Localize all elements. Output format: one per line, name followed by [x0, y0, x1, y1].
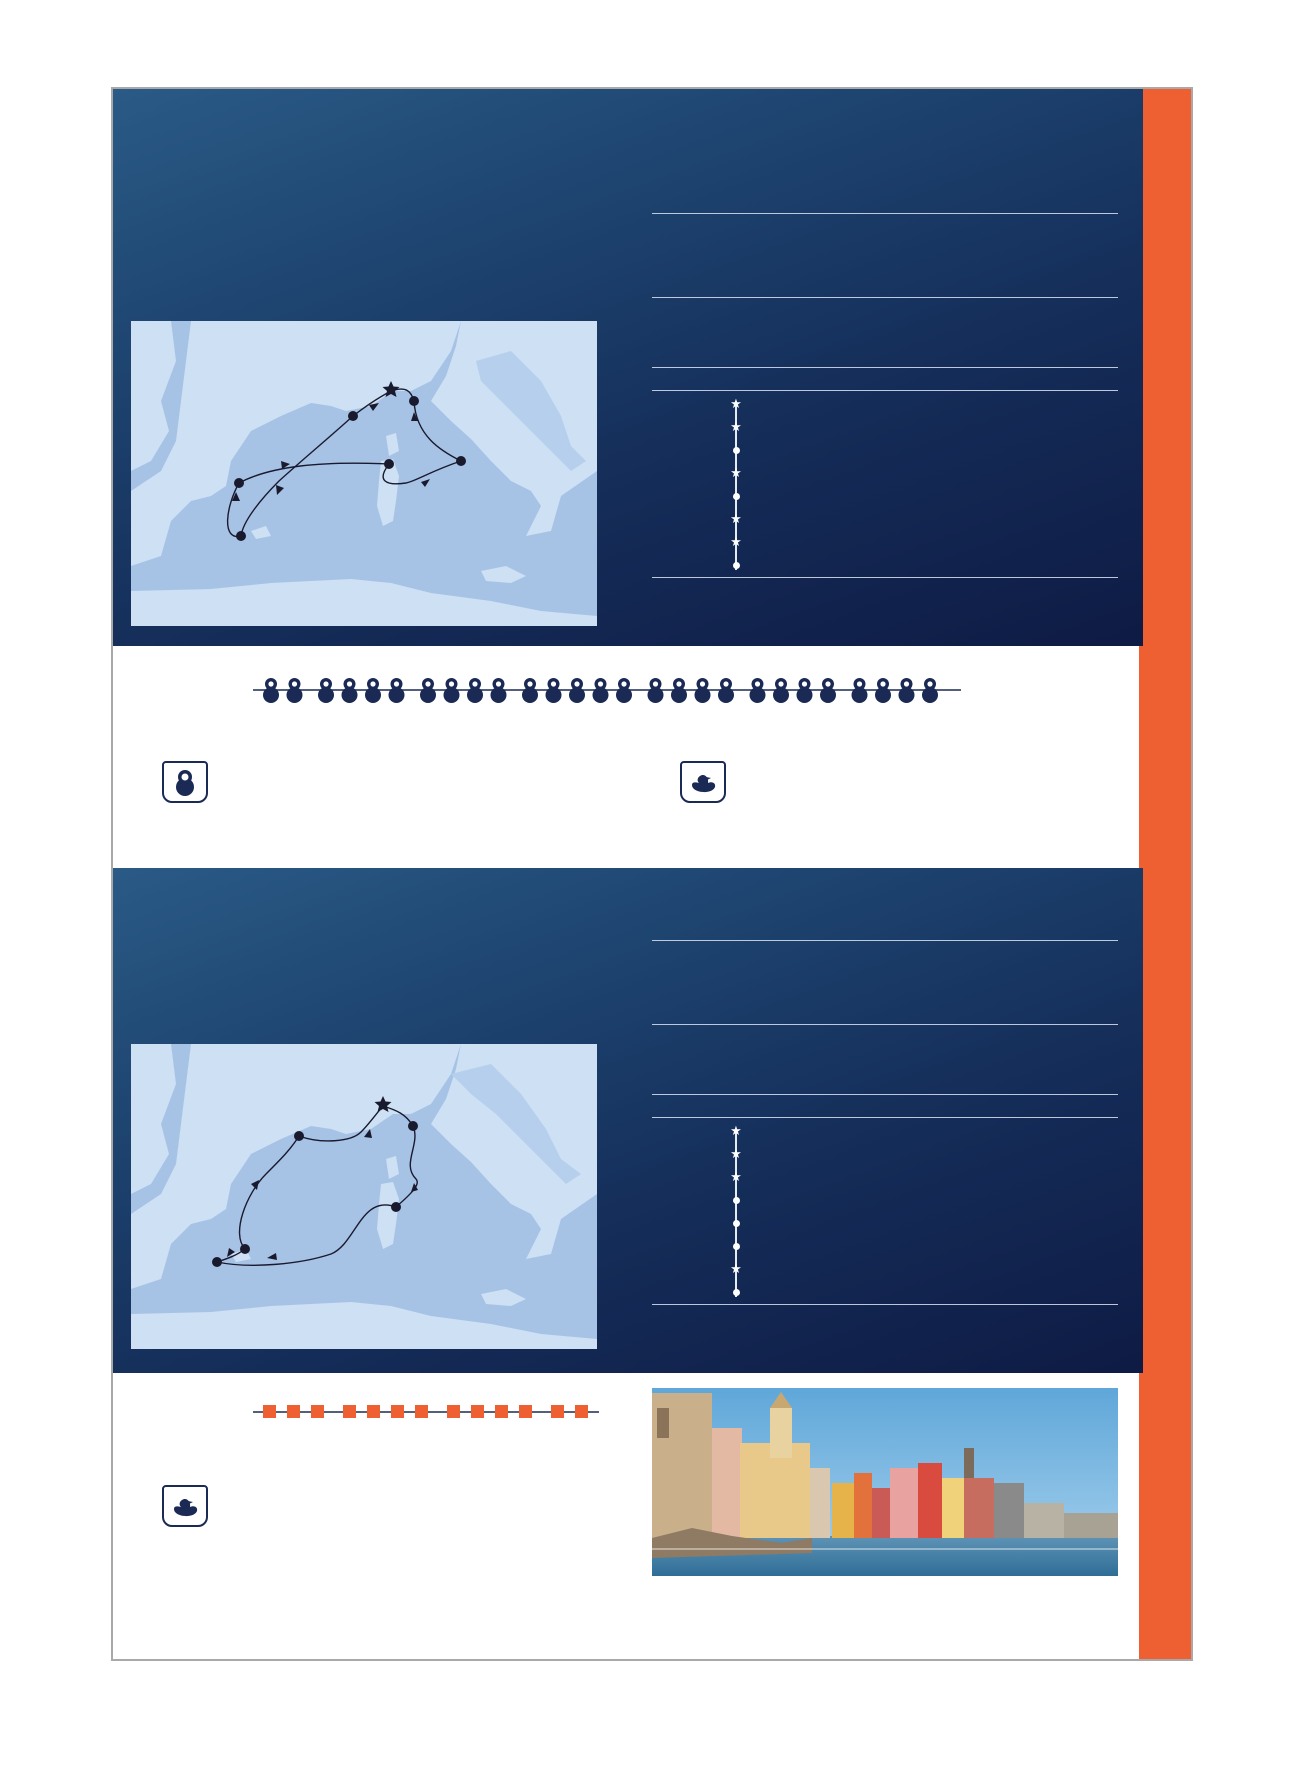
timeline-star-icon: ★: [730, 1123, 742, 1138]
matryoshka-doll-icon: [852, 678, 868, 703]
divider-line: [652, 213, 1118, 214]
matryoshka-doll-icon: [444, 678, 460, 703]
matryoshka-doll-icon: [922, 678, 938, 703]
timeline-dot-icon: [730, 559, 742, 571]
timeline-dot-icon: [730, 1217, 742, 1229]
matryoshka-doll-icon: [546, 678, 562, 703]
matryoshka-doll-icon: [820, 678, 836, 703]
mediterranean-map: [131, 1044, 597, 1349]
itinerary-panel-1: [113, 89, 1143, 646]
orange-square-icon: [391, 1405, 404, 1418]
timeline-dot-icon: [730, 1194, 742, 1206]
divider-line: [652, 1094, 1118, 1095]
timeline-dot-icon: [730, 1286, 742, 1298]
matryoshka-doll-icon: [648, 678, 664, 703]
itinerary-panel-2: [113, 868, 1143, 1373]
timeline-star-icon: ★: [730, 465, 742, 480]
matryoshka-doll-icon: [616, 678, 632, 703]
orange-square-icon: [575, 1405, 588, 1418]
matryoshka-doll-icon: [287, 678, 303, 703]
timeline-star-icon: ★: [730, 1169, 742, 1184]
matryoshka-doll-icon: [773, 678, 789, 703]
orange-square-icon: [551, 1405, 564, 1418]
divider-line: [652, 390, 1118, 391]
matryoshka-doll-icon: [420, 678, 436, 703]
divider-line: [652, 577, 1118, 578]
matryoshka-doll-icon: [750, 678, 766, 703]
orange-square-icon: [447, 1405, 460, 1418]
timeline-star-icon: ★: [730, 1261, 742, 1276]
duck-badge-icon: [162, 1485, 208, 1527]
divider-line: [652, 297, 1118, 298]
duck-badge-icon: [680, 761, 726, 803]
orange-square-icon: [311, 1405, 324, 1418]
divider-line: [652, 367, 1118, 368]
matryoshka-doll-icon: [569, 678, 585, 703]
divider-line: [652, 1117, 1118, 1118]
matryoshka-doll-icon: [718, 678, 734, 703]
timeline-star-icon: ★: [730, 419, 742, 434]
mediterranean-map: [131, 321, 597, 626]
orange-square-icon: [367, 1405, 380, 1418]
timeline-star-icon: ★: [730, 534, 742, 549]
matryoshka-doll-icon: [318, 678, 334, 703]
matryoshka-doll-icon: [467, 678, 483, 703]
divider-line: [652, 1304, 1118, 1305]
orange-square-icon: [287, 1405, 300, 1418]
orange-square-icon: [471, 1405, 484, 1418]
matryoshka-badge-icon: [162, 761, 208, 803]
coastal-village-photo: [652, 1388, 1118, 1576]
matryoshka-doll-icon: [342, 678, 358, 703]
matryoshka-doll-icon: [899, 678, 915, 703]
matryoshka-doll-icon: [875, 678, 891, 703]
matryoshka-doll-icon: [671, 678, 687, 703]
timeline-star-icon: ★: [730, 511, 742, 526]
square-strip: [251, 1400, 601, 1424]
divider-line: [652, 1024, 1118, 1025]
matryoshka-doll-icon: [593, 678, 609, 703]
timeline-star-icon: ★: [730, 1146, 742, 1161]
matryoshka-doll-icon: [797, 678, 813, 703]
divider-line: [652, 940, 1118, 941]
matryoshka-doll-icon: [522, 678, 538, 703]
itinerary-map-1: [131, 321, 597, 626]
doll-strip: [251, 675, 963, 705]
orange-square-icon: [495, 1405, 508, 1418]
brochure-page: [111, 87, 1193, 1661]
matryoshka-doll-icon: [695, 678, 711, 703]
matryoshka-doll-icon: [365, 678, 381, 703]
matryoshka-doll-icon: [491, 678, 507, 703]
orange-side-bar: [1139, 89, 1191, 1659]
orange-square-icon: [263, 1405, 276, 1418]
itinerary-map-2: [131, 1044, 597, 1349]
orange-square-icon: [343, 1405, 356, 1418]
timeline-dot-icon: [730, 444, 742, 456]
orange-square-icon: [415, 1405, 428, 1418]
timeline-dot-icon: [730, 1240, 742, 1252]
orange-square-icon: [519, 1405, 532, 1418]
matryoshka-doll-icon: [389, 678, 405, 703]
timeline-star-icon: ★: [730, 396, 742, 411]
timeline-dot-icon: [730, 490, 742, 502]
matryoshka-doll-icon: [263, 678, 279, 703]
